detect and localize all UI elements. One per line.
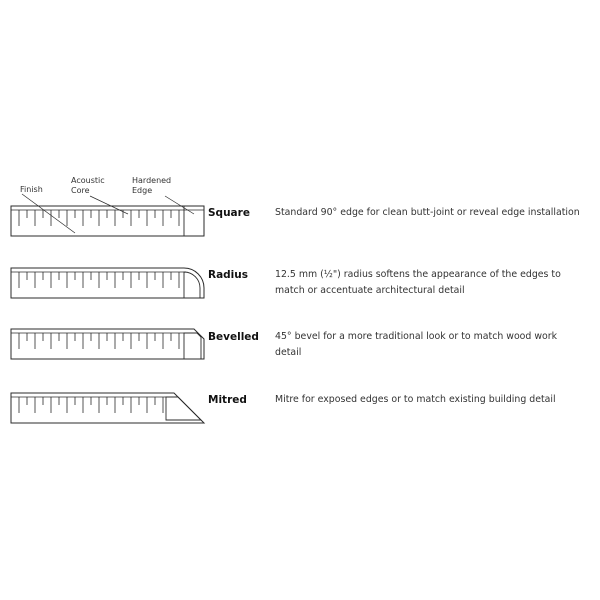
panel-square-outline bbox=[11, 206, 204, 236]
hardened-edge-label-line1: Hardened bbox=[132, 176, 172, 185]
edge-description-bevelled: 45° bevel for a more traditional look or to match wood work detail bbox=[275, 331, 558, 358]
panel-radius bbox=[11, 268, 204, 298]
panel-square bbox=[11, 206, 204, 236]
edge-name-bevelled: Bevelled bbox=[208, 331, 259, 343]
edge-name-mitred: Mitred bbox=[208, 394, 247, 406]
hardened-edge-label-line2: Edge bbox=[132, 186, 153, 195]
edge-description-radius: 12.5 mm (½") radius softens the appearance of the edges to match or accentuate architectural detail bbox=[275, 269, 561, 296]
panel-radius-hardened-edge bbox=[184, 272, 200, 298]
acoustic-core-label-line2: Core bbox=[71, 186, 90, 195]
edge-description-square: Standard 90° edge for clean butt-joint or reveal edge installation bbox=[275, 207, 580, 218]
edge-name-radius: Radius bbox=[208, 269, 249, 281]
panel-mitred-outline bbox=[11, 393, 204, 423]
panel-bevelled-outline bbox=[11, 329, 204, 359]
acoustic-core-leader-line bbox=[90, 196, 128, 214]
hardened-edge-label bbox=[132, 176, 171, 196]
acoustic-core-label bbox=[71, 176, 105, 196]
edge-description-mitred: Mitre for exposed edges or to match existing building detail bbox=[275, 394, 556, 405]
acoustic-core-label-line1: Acoustic bbox=[71, 176, 105, 185]
panel-bevelled-hardened-edge bbox=[184, 333, 201, 359]
edge-name-square: Square bbox=[208, 207, 250, 219]
panel-radius-outline bbox=[11, 268, 204, 298]
panel-square-hardened-edge bbox=[184, 206, 204, 236]
panel-mitred bbox=[11, 393, 204, 423]
finish-label: Finish bbox=[20, 185, 43, 194]
panel-mitred-hardened-edge bbox=[166, 397, 201, 420]
hardened-edge-leader-line bbox=[165, 196, 194, 214]
panel-bevelled bbox=[11, 329, 204, 359]
